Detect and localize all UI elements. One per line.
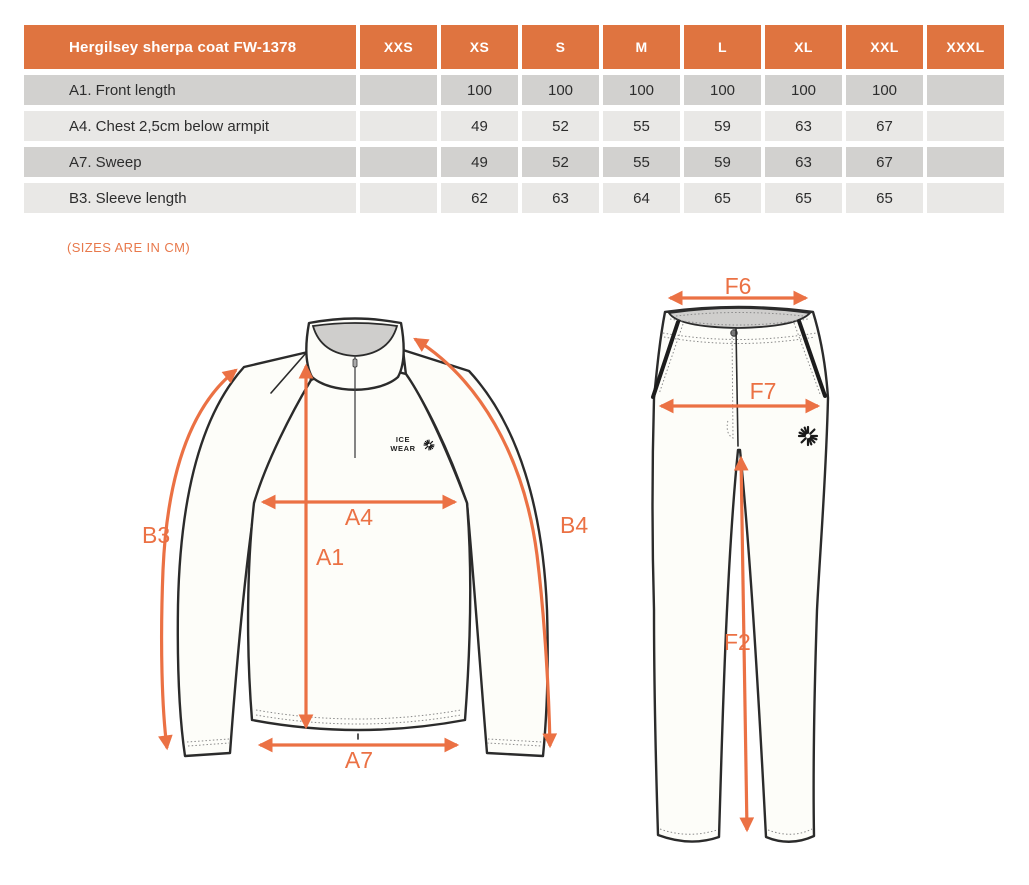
- value-cell: 100: [522, 75, 599, 105]
- column-header-l: L: [684, 25, 761, 69]
- f2-label: F2: [724, 629, 751, 655]
- column-header-xxs: XXS: [360, 25, 437, 69]
- value-cell: [360, 75, 437, 105]
- a4-label: A4: [344, 504, 374, 530]
- row-label: A7. Sweep: [24, 147, 356, 177]
- a1-label: A1: [316, 544, 345, 570]
- value-cell: [360, 147, 437, 177]
- value-cell: 63: [765, 111, 842, 141]
- value-cell: 67: [846, 147, 923, 177]
- value-cell: 63: [765, 147, 842, 177]
- value-cell: 100: [603, 75, 680, 105]
- f6-label: F6: [724, 273, 752, 299]
- value-cell: [927, 111, 1004, 141]
- value-cell: 64: [603, 183, 680, 213]
- value-cell: [927, 147, 1004, 177]
- sizes-unit-note: (SIZES ARE IN CM): [67, 240, 191, 255]
- value-cell: 65: [846, 183, 923, 213]
- column-header-xxl: XXL: [846, 25, 923, 69]
- value-cell: 65: [765, 183, 842, 213]
- value-cell: 52: [522, 111, 599, 141]
- value-cell: 49: [441, 147, 518, 177]
- value-cell: 100: [846, 75, 923, 105]
- value-cell: [927, 183, 1004, 213]
- row-label: A4. Chest 2,5cm below armpit: [24, 111, 356, 141]
- zipper-pull: [353, 359, 357, 367]
- logo-text-line1: ICE: [395, 435, 411, 444]
- value-cell: 63: [522, 183, 599, 213]
- b4-label: B4: [560, 512, 589, 538]
- size-table: [24, 25, 1004, 213]
- column-header-xl: XL: [765, 25, 842, 69]
- pants-body: [653, 307, 829, 842]
- value-cell: [360, 183, 437, 213]
- row-label: B3. Sleeve length: [24, 183, 356, 213]
- value-cell: 55: [603, 111, 680, 141]
- a7-label: A7: [344, 747, 374, 773]
- value-cell: 55: [603, 147, 680, 177]
- value-cell: 49: [441, 111, 518, 141]
- value-cell: 65: [684, 183, 761, 213]
- value-cell: 62: [441, 183, 518, 213]
- logo-text-line2: WEAR: [390, 444, 416, 453]
- value-cell: 100: [441, 75, 518, 105]
- coat-measurement-diagram: [140, 290, 620, 810]
- value-cell: 100: [684, 75, 761, 105]
- column-header-xxxl: XXXL: [927, 25, 1004, 69]
- pants-measurement-diagram: [630, 270, 1029, 885]
- f7-label: F7: [749, 378, 777, 404]
- table-title: Hergilsey sherpa coat FW-1378: [24, 25, 356, 69]
- column-header-xs: XS: [441, 25, 518, 69]
- value-cell: 100: [765, 75, 842, 105]
- value-cell: 59: [684, 111, 761, 141]
- b3-label: B3: [142, 522, 171, 548]
- row-label: A1. Front length: [24, 75, 356, 105]
- column-header-m: M: [603, 25, 680, 69]
- column-header-s: S: [522, 25, 599, 69]
- value-cell: [927, 75, 1004, 105]
- value-cell: 52: [522, 147, 599, 177]
- value-cell: [360, 111, 437, 141]
- value-cell: 67: [846, 111, 923, 141]
- value-cell: 59: [684, 147, 761, 177]
